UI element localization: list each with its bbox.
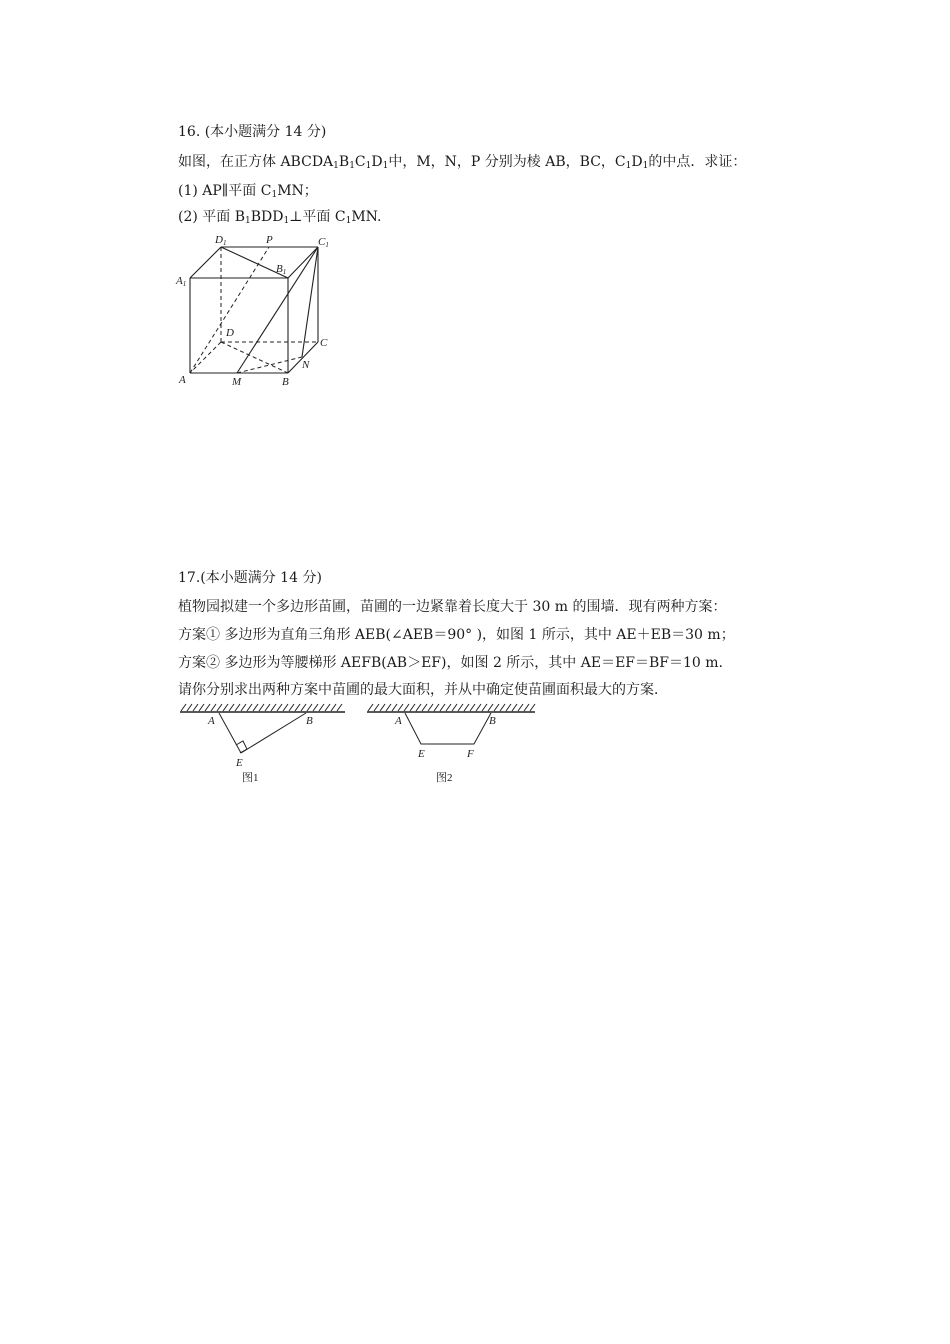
label-M: M <box>232 376 242 388</box>
figure-2 <box>362 700 542 790</box>
q17-line-3: 方案② 多边形为等腰梯形 AEFB(AB＞EF)，如图 2 所示，其中 AE＝EF＝BF＝10 m. <box>178 655 724 671</box>
label-D1: D1 <box>215 234 227 247</box>
q16-item-part: ⊥平面 C <box>289 209 346 225</box>
fig2-label-E: E <box>418 748 425 760</box>
fig2-caption: 图2 <box>436 772 453 784</box>
label-A1: A1 <box>176 275 187 288</box>
label-D: D <box>226 327 234 339</box>
q16-stem-part: C <box>354 154 366 170</box>
q16-stem-part: D <box>631 154 643 170</box>
label-C1: C1 <box>318 236 329 249</box>
subscript: 1 <box>271 190 278 200</box>
cube-figure <box>170 228 350 393</box>
q17-line-1: 植物园拟建一个多边形苗圃，苗圃的一边紧靠着长度大于 30 m 的围墙．现有两种方案： <box>178 599 727 615</box>
label-B1: B1 <box>276 263 287 276</box>
fig1-label-E: E <box>236 757 243 769</box>
q17-line-2: 方案① 多边形为直角三角形 AEB(∠AEB＝90° )，如图 1 所示，其中 AE＋EB＝30 m； <box>178 627 735 643</box>
fig2-label-B: B <box>489 715 496 727</box>
fig2-label-F: F <box>467 748 474 760</box>
q16-stem-part: 中，M，N，P 分别为棱 AB，BC，C <box>388 154 626 170</box>
subscript: 1 <box>345 216 352 226</box>
q16-stem <box>178 152 746 176</box>
subscript: 1 <box>333 161 339 171</box>
label-A: A <box>179 374 186 386</box>
q16-item-1 <box>178 181 318 205</box>
q16-item-part: MN； <box>277 183 318 199</box>
label-P: P <box>266 234 273 246</box>
q16-stem-part: 如图，在正方体 ABCDA <box>178 154 334 170</box>
label-N: N <box>302 359 310 371</box>
subscript: 1 <box>382 161 389 171</box>
fig1-caption: 图1 <box>242 772 259 784</box>
subscript: 1 <box>365 161 372 171</box>
q16-item-part: BDD <box>250 209 284 225</box>
label-B: B <box>282 376 289 388</box>
fig2-label-A: A <box>395 715 402 727</box>
fig1-label-B: B <box>306 715 313 727</box>
q16-item-part: MN. <box>351 209 382 225</box>
subscript: 1 <box>245 216 251 226</box>
q17-header: 17.(本小题满分 14 分) <box>178 570 322 586</box>
figure-1 <box>175 700 350 790</box>
label-C: C <box>320 337 328 349</box>
q16-header: 16. (本小题满分 14 分) <box>178 124 327 140</box>
q16-stem-part: B <box>338 154 350 170</box>
subscript: 1 <box>349 161 355 171</box>
q16-stem-part: D <box>371 154 383 170</box>
q16-stem-part: 的中点．求证： <box>648 154 747 170</box>
subscript: 1 <box>642 161 649 171</box>
fig1-label-A: A <box>208 715 215 727</box>
q16-item-part: (2) 平面 B <box>178 209 246 225</box>
subscript: 1 <box>283 216 290 226</box>
subscript: 1 <box>625 161 632 171</box>
q16-item-part: (1) AP∥平面 C <box>178 183 272 199</box>
q17-line-4: 请你分别求出两种方案中苗圃的最大面积，并从中确定使苗圃面积最大的方案． <box>178 682 668 698</box>
